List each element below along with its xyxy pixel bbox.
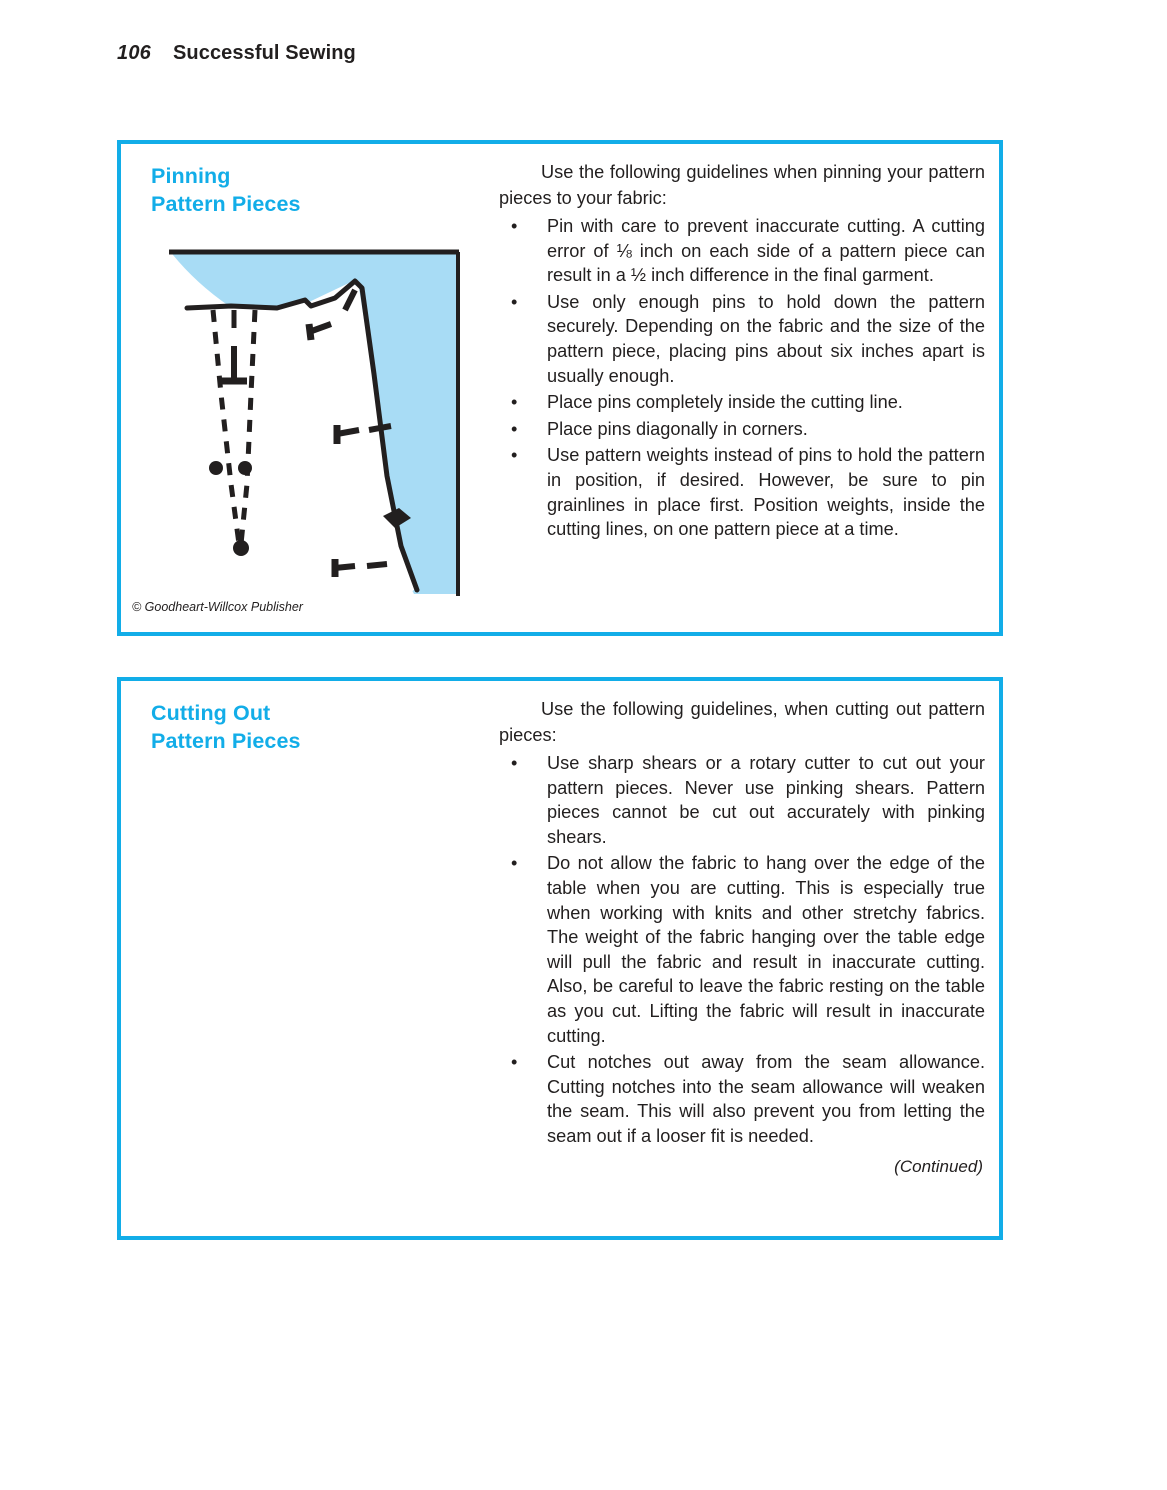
running-head	[117, 42, 356, 65]
bullet-icon: •	[511, 753, 518, 773]
pinning-heading-line2: Pattern Pieces	[151, 192, 301, 216]
bullet-icon: •	[511, 1052, 518, 1073]
pinning-heading-line1: Pinning	[151, 164, 231, 188]
cutting-intro: Use the following guidelines, when cutting out pattern pieces:	[499, 699, 985, 745]
book-title: Successful Sewing	[172, 42, 356, 64]
pinning-intro: Use the following guidelines when pinning your pattern pieces to your fabric:	[499, 162, 985, 208]
pattern-piece-illustration	[159, 244, 479, 599]
list-item-text: Do not allow the fabric to hang over the edge of the table when you are cutting. This is especially true when working with knits and other stretchy fabrics. The weight of the fabric hanging over the table edge will pull the fabric and result in inaccurate cutting. Also, be careful to leave the fabric resting on the table as you cut. Lifting the fabric will result in inaccurate cutting.	[547, 853, 985, 1046]
bullet-icon: •	[511, 392, 518, 413]
pinning-right-column	[499, 144, 999, 542]
cutting-heading-line1: Cutting Out	[151, 701, 271, 725]
pinning-left-column	[121, 144, 491, 632]
cutting-left-column	[121, 681, 491, 1236]
dart-point-dot-icon	[233, 540, 249, 556]
pinning-heading	[151, 162, 491, 218]
list-item	[499, 443, 985, 541]
pin-lower-tip-icon	[367, 564, 387, 566]
list-item-text: Cut notches out away from the seam allowance. Cutting notches into the seam allowance will weaken the seam. This will also prevent you from letting the seam out if a looser fit is needed.	[547, 1052, 985, 1146]
bullet-icon: •	[511, 853, 518, 874]
list-item	[499, 751, 985, 849]
feature-box-cutting-out	[117, 677, 1003, 1240]
pin-diagonal-head-icon	[309, 324, 311, 340]
continued-label: (Continued)	[894, 1156, 983, 1176]
bullet-icon: •	[511, 216, 518, 236]
cutting-guidelines-list	[499, 751, 985, 1149]
feature-box-pinning	[117, 140, 1003, 636]
list-item-text: Place pins diagonally in corners.	[547, 418, 808, 439]
list-item	[499, 851, 985, 1048]
list-item	[499, 214, 985, 288]
list-item-text: Place pins completely inside the cutting line.	[547, 392, 903, 413]
list-item	[499, 290, 985, 388]
bullet-icon: •	[511, 291, 518, 312]
dart-dot-left-icon	[209, 461, 223, 475]
pinning-guidelines-list	[499, 214, 985, 542]
cutting-heading	[151, 699, 491, 755]
cutting-heading-line2: Pattern Pieces	[151, 729, 301, 753]
pin-mid-tip-icon	[369, 426, 391, 430]
list-item-text: Use pattern weights instead of pins to hold the pattern in position, if desired. However, be sure to pin grainlines in place first. Position weights, inside the cutting lines, on one pattern piece at a time.	[547, 445, 985, 540]
bullet-icon: •	[511, 418, 518, 439]
page-number: 106	[117, 42, 151, 64]
list-item-text: Pin with care to prevent inaccurate cutting. A cutting error of ⅛ inch on each side of a pattern piece can result in a ½ inch difference in the final garment.	[547, 216, 985, 286]
bullet-icon: •	[511, 445, 518, 466]
list-item-text: Use sharp shears or a rotary cutter to cut out your pattern pieces. Never use pinking shears. Pattern pieces cannot be cut out accurately with pinking shears.	[547, 753, 985, 847]
list-item-text: Use only enough pins to hold down the pattern securely. Depending on the fabric and the size of the pattern piece, placing pins about six inches apart is usually enough.	[547, 291, 985, 386]
list-item	[499, 1050, 985, 1148]
list-item	[499, 417, 985, 442]
dart-dot-right-icon	[238, 461, 252, 475]
image-credit: © Goodheart-Willcox Publisher	[132, 600, 303, 614]
cutting-right-column	[499, 681, 999, 1177]
list-item	[499, 390, 985, 415]
